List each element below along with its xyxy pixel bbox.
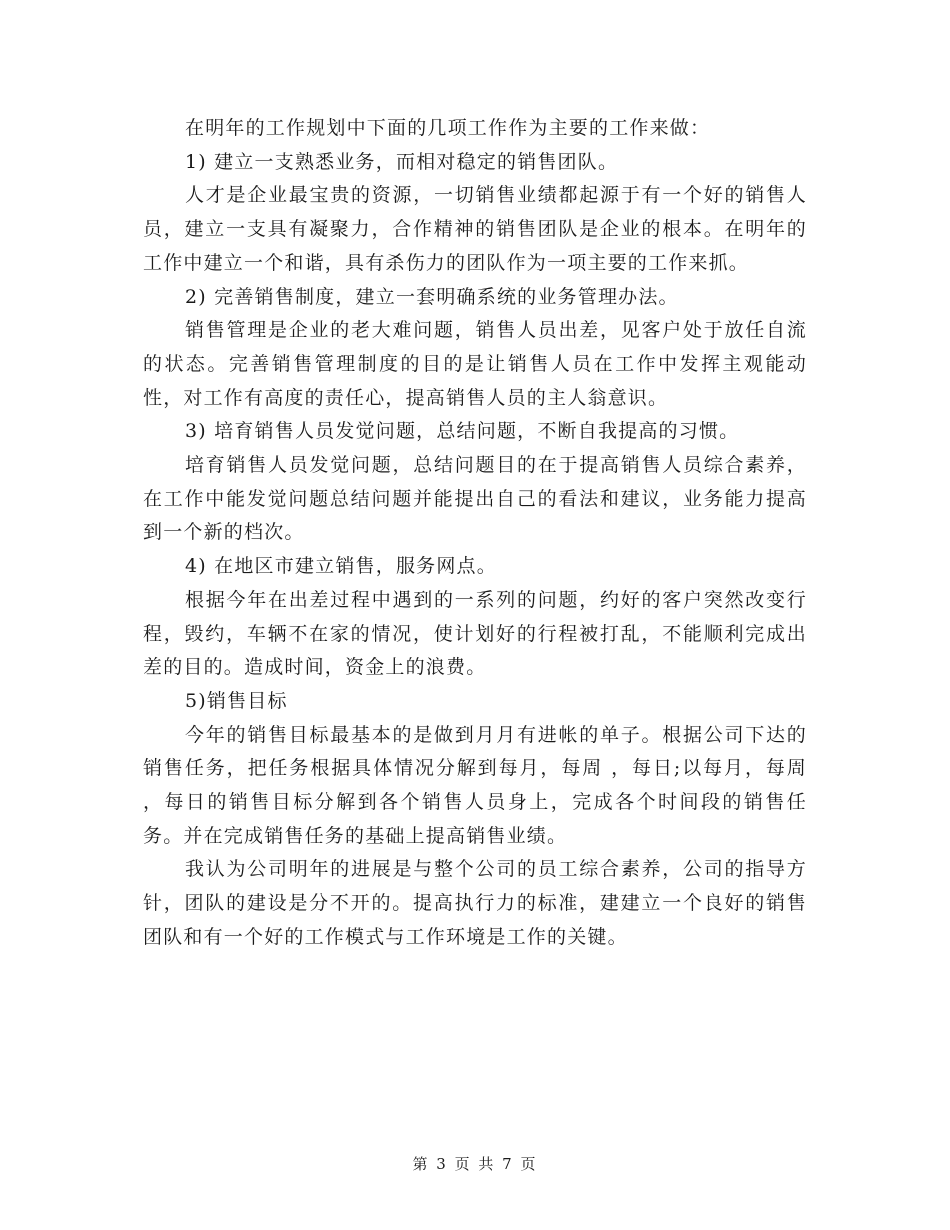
item-1-body: 人才是企业最宝贵的资源，一切销售业绩都起源于有一个好的销售人员，建立一支具有凝聚力，合作精神的销售团队是企业的根本。在明年的工作中建立一个和谐，具有杀伤力的团队作为一项主要的工作来抓。	[143, 184, 807, 274]
item-1-heading: 1) 建立一支熟悉业务，而相对稳定的销售团队。	[185, 150, 619, 173]
item-5-heading: 5)销售目标	[185, 689, 288, 712]
intro-paragraph: 在明年的工作规划中下面的几项工作作为主要的工作来做：	[185, 117, 711, 139]
item-3-body: 培育销售人员发觉问题，总结问题目的在于提高销售人员综合素养，在工作中能发觉问题总结问题并能提出自己的看法和建议，业务能力提高到一个新的档次。	[143, 454, 807, 544]
item-2-body: 销售管理是企业的老大难问题，销售人员出差，见客户处于放任自流的状态。完善销售管理制度的目的是让销售人员在工作中发挥主观能动性，对工作有高度的责任心，提高销售人员的主人翁意识。	[143, 319, 807, 409]
item-2-heading: 2) 完善销售制度，建立一套明确系统的业务管理办法。	[185, 285, 679, 308]
item-4-body: 根据今年在出差过程中遇到的一系列的问题，约好的客户突然改变行程，毁约，车辆不在家的情况，使计划好的行程被打乱，不能顺利完成出差的目的。造成时间，资金上的浪费。	[143, 588, 807, 679]
page-number-label: 第 3 页 共 7 页	[412, 1155, 538, 1173]
document-body	[143, 112, 807, 955]
item-5-body: 今年的销售目标最基本的是做到月月有进帐的单子。根据公司下达的销售任务，把任务根据具体情况分解到每月，每周 ，每日;以每月，每周 ，每日的销售目标分解到各个销售人员身上，完成各个时间段的销售任务。并在完成销售任务的基础上提高销售业绩。	[143, 723, 807, 847]
item-3-heading: 3) 培育销售人员发觉问题，总结问题，不断自我提高的习惯。	[185, 420, 740, 443]
closing-paragraph: 我认为公司明年的进展是与整个公司的员工综合素养，公司的指导方针，团队的建设是分不开的。提高执行力的标准，建建立一个良好的销售团队和有一个好的工作模式与工作环境是工作的关键。	[143, 858, 807, 948]
page-footer	[0, 1153, 950, 1174]
item-4-heading: 4) 在地区市建立销售，服务网点。	[185, 555, 497, 578]
